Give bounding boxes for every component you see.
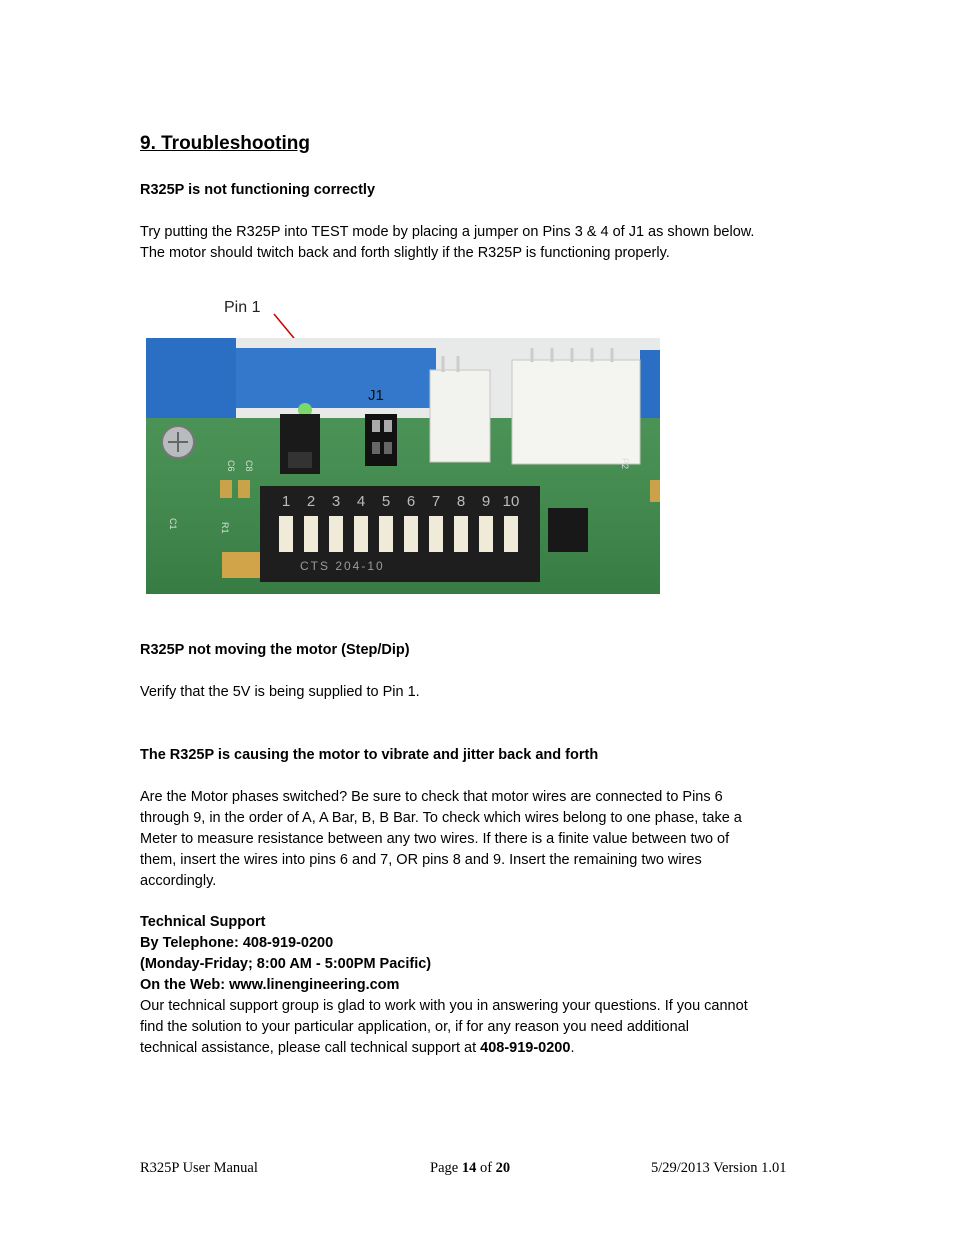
pcb-photo-illustration [140,290,670,600]
dip-toggle-4 [354,516,368,552]
issue2-text: Verify that the 5V is being supplied to Pin 1. [140,684,420,700]
dip-number-9: 9 [481,493,491,510]
issue3-line-5: accordingly. [140,873,217,889]
white-connector-large [512,360,640,464]
footer-right: 5/29/2013 Version 1.01 [651,1160,787,1176]
dip-toggle-7 [429,516,443,552]
dip-toggle-9 [479,516,493,552]
dip-switch-brand: CTS 204-10 [300,559,385,573]
issue3-line-4: them, insert the wires into pins 6 and 7, OR pins 8 and 9. Insert the remaining two wires [140,852,702,868]
svg-text:P2: P2 [620,458,630,470]
svg-text:C1: C1 [168,518,178,530]
svg-text:R1: R1 [220,522,230,534]
section-title: 9. Troubleshooting [140,133,310,154]
dip-number-2: 2 [306,493,316,510]
issue2-heading: R325P not moving the motor (Step/Dip) [140,642,410,658]
blue-mount-mid [236,348,436,408]
dip-number-4: 4 [356,493,366,510]
dip-toggle-6 [404,516,418,552]
dip-number-10: 10 [502,493,520,510]
support-body-line-3: technical assistance, please call technical support at 408-919-0200. [140,1040,575,1056]
dip-number-8: 8 [456,493,466,510]
support-title: Technical Support [140,914,266,930]
issue1-heading: R325P is not functioning correctly [140,182,376,198]
footer-left: R325P User Manual [140,1160,258,1176]
j1-jumper [365,414,397,466]
dip-toggle-3 [329,516,343,552]
j1-label: J1 [368,387,384,404]
white-connector-small [430,370,490,462]
dip-number-3: 3 [331,493,341,510]
support-body-line-2: find the solution to your particular application, or, if for any reason you need additional [140,1019,689,1035]
dip-toggle-2 [304,516,318,552]
pin-1-label: Pin 1 [224,299,261,316]
svg-text:C8: C8 [244,460,254,472]
support-body-line-1: Our technical support group is glad to work with you in answering your questions. If you cannot [140,998,748,1014]
dip-toggle-5 [379,516,393,552]
dip-number-6: 6 [406,493,416,510]
support-hours: (Monday-Friday; 8:00 AM - 5:00PM Pacific) [140,956,432,972]
issue1-text-line1: Try putting the R325P into TEST mode by placing a jumper on Pins 3 & 4 of J1 as shown below. [140,224,755,240]
issue3-line-3: Meter to measure resistance between any two wires. If there is a finite value between two of [140,831,730,847]
ic-chip [548,508,588,552]
svg-text:C6: C6 [226,460,236,472]
footer-page: Page 14 of 20 [430,1160,511,1176]
issue3-line-2: through 9, in the order of A, A Bar, B, B Bar. To check which wires belong to one phase, take a [140,810,742,826]
dip-toggle-8 [454,516,468,552]
issue3-heading: The R325P is causing the motor to vibrate and jitter back and forth [140,747,599,763]
dip-toggle-10 [504,516,518,552]
dip-number-7: 7 [431,493,441,510]
issue1-text-line2: The motor should twitch back and forth slightly if the R325P is functioning properly. [140,245,670,261]
pcb-photo-figure [140,290,670,600]
blue-mount-left [146,338,236,423]
dip-number-1: 1 [281,493,291,510]
support-phone: By Telephone: 408-919-0200 [140,935,334,951]
blue-mount-right [640,350,660,420]
support-phone-inline: 408-919-0200 [480,1040,571,1056]
support-web: On the Web: www.linengineering.com [140,977,400,993]
issue3-line-1: Are the Motor phases switched? Be sure to check that motor wires are connected to Pins 6 [140,789,723,805]
dip-number-5: 5 [381,493,391,510]
dip-toggle-1 [279,516,293,552]
capacitor-orange [222,552,262,578]
